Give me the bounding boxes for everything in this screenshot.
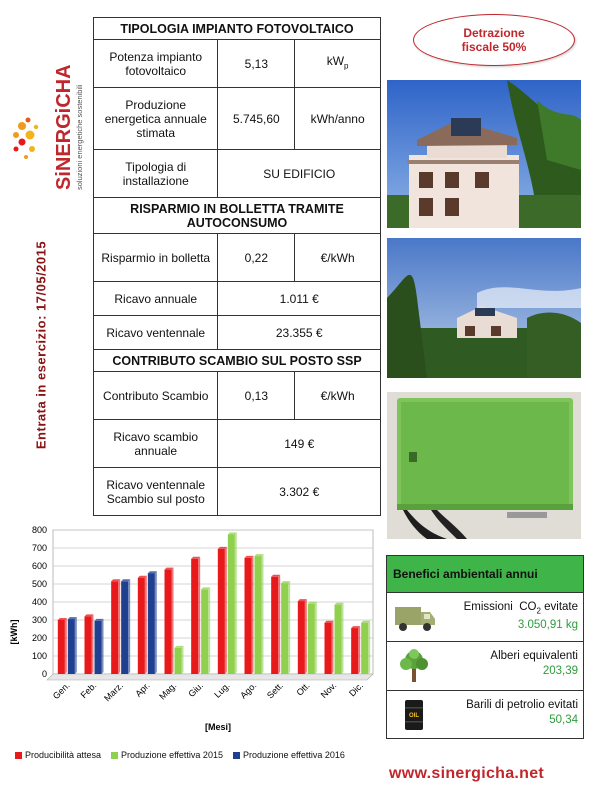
chart-bar xyxy=(298,601,305,674)
chart-bar-side xyxy=(145,576,147,674)
contributo-label: Contributo Scambio xyxy=(94,372,218,420)
entry-date-label: Entrata in esercizio: 17/05/2015 xyxy=(33,240,49,450)
chart-y-tick-label: 0 xyxy=(41,669,47,679)
potenza-value: 5,13 xyxy=(218,40,295,88)
scambio-header: CONTRIBUTO SCAMBIO SUL POSTO SSP xyxy=(94,350,381,372)
logo-tagline: soluzioni energetiche sostenibili xyxy=(75,84,84,190)
benefits-title: Benefici ambientali annui xyxy=(387,556,583,593)
chart-bar-side xyxy=(75,617,77,674)
chart-bar xyxy=(281,583,288,674)
ricavo-annuale-value: 1.011 € xyxy=(218,282,381,316)
sun-dots-icon xyxy=(13,118,38,160)
benefit-oil xyxy=(387,691,583,738)
tree-icon xyxy=(393,648,437,684)
bolletta-unit: €/kWh xyxy=(295,234,381,282)
produzione-unit: kWh/anno xyxy=(295,88,381,150)
chart-bar-side xyxy=(235,533,237,675)
chart-bar-side xyxy=(182,646,184,674)
chart-y-tick-label: 400 xyxy=(31,597,47,607)
logo-brand: SiNERGiCHA xyxy=(53,64,75,190)
produzione-label: Produzione energetica annuale stimata xyxy=(94,88,218,150)
bolletta-value: 0,22 xyxy=(218,234,295,282)
chart-bar-side xyxy=(342,603,344,674)
scambio-annuale-value: 149 € xyxy=(218,420,381,468)
bolletta-label: Risparmio in bolletta xyxy=(94,234,218,282)
chart-legend xyxy=(15,748,395,762)
chart-bar xyxy=(138,578,145,674)
tipologia-label: Tipologia di installazione xyxy=(94,150,218,198)
chart-bar xyxy=(95,621,102,674)
chart-y-tick-label: 100 xyxy=(31,651,47,661)
chart-bar xyxy=(175,648,182,674)
chart-bar xyxy=(335,605,342,674)
chart-y-tick-label: 600 xyxy=(31,561,47,571)
legend-item-2016: Produzione effettiva 2016 xyxy=(233,750,345,760)
chart-bar-side xyxy=(315,602,317,674)
contributo-value: 0,13 xyxy=(218,372,295,420)
plant-info-table xyxy=(93,17,381,516)
chart-y-tick-label: 300 xyxy=(31,615,47,625)
risparmio-header: RISPARMIO IN BOLLETTA TRAMITE AUTOCONSUMO xyxy=(94,198,381,234)
co2-label: Emissioni $CO_2$ evitate xyxy=(463,601,578,616)
chart-bar-side xyxy=(128,579,130,674)
trees-label: Alberi equivalenti xyxy=(490,650,578,662)
benefit-trees xyxy=(387,642,583,691)
scambio-ventennale-label: Ricavo ventennale Scambio sul posto xyxy=(94,468,218,516)
chart-bar xyxy=(361,623,368,674)
chart-bar xyxy=(58,620,65,674)
chart-bar-side xyxy=(65,618,67,674)
ricavo-ventennale-label: Ricavo ventennale xyxy=(94,316,218,350)
benefit-co2 xyxy=(387,593,583,642)
chart-bar-side xyxy=(155,571,157,674)
oil-label: Barili di petrolio evitati xyxy=(466,699,578,711)
chart-x-tick-label: Apr. xyxy=(133,680,152,699)
chart-bar-side xyxy=(118,579,120,674)
chart-x-tick-label: Ott. xyxy=(294,680,312,698)
badge-line1: Detrazione xyxy=(463,26,525,40)
chart-bar-side xyxy=(208,587,210,674)
chart-x-tick-label: Giu. xyxy=(186,680,206,700)
chart-bar xyxy=(245,558,252,674)
chart-bar-side xyxy=(102,619,104,674)
chart-bar xyxy=(165,570,172,674)
truck-icon xyxy=(393,599,437,635)
chart-bar xyxy=(255,556,262,674)
chart-bar-side xyxy=(278,575,280,674)
production-chart xyxy=(5,522,380,734)
chart-bar-side xyxy=(262,554,264,674)
chart-x-tick-label: Ago. xyxy=(238,680,259,701)
legend-item-attesa: Producibilità attesa xyxy=(15,750,101,760)
produzione-value: 5.745,60 xyxy=(218,88,295,150)
roof-photo xyxy=(387,238,581,378)
chart-bar-side xyxy=(92,614,94,674)
chart-bar xyxy=(228,535,235,675)
chart-x-tick-label: Dic. xyxy=(347,680,366,699)
legend-swatch-icon xyxy=(233,752,240,759)
tipologia-value: SU EDIFICIO xyxy=(218,150,381,198)
chart-x-tick-label: Marz. xyxy=(102,680,126,704)
chart-y-tick-label: 200 xyxy=(31,633,47,643)
potenza-unit: $kW_p$ xyxy=(295,40,381,88)
website-link[interactable]: www.sinergicha.net xyxy=(389,765,545,782)
chart-x-tick-label: Nov. xyxy=(318,680,339,701)
legend-item-2015: Produzione effettiva 2015 xyxy=(111,750,223,760)
chart-bar-side xyxy=(288,581,290,674)
chart-bar xyxy=(351,628,358,674)
scambio-annuale-label: Ricavo scambio annuale xyxy=(94,420,218,468)
chart-bar xyxy=(148,573,155,674)
chart-bar-side xyxy=(358,626,360,674)
chart-x-tick-label: Mag. xyxy=(157,680,179,702)
scambio-ventennale-value: 3.302 € xyxy=(218,468,381,516)
oil-barrel-icon xyxy=(393,697,437,733)
trees-value: 203,39 xyxy=(542,665,578,677)
legend-swatch-icon xyxy=(15,752,22,759)
inverter-photo xyxy=(387,392,581,539)
legend-swatch-icon xyxy=(111,752,118,759)
chart-bar xyxy=(271,577,278,674)
chart-x-tick-label: Gen. xyxy=(50,680,72,702)
chart-bar xyxy=(85,616,92,674)
chart-bar xyxy=(191,559,198,674)
chart-x-tick-label: Feb. xyxy=(78,680,99,701)
chart-bar xyxy=(68,619,75,674)
badge-line2: fiscale 50% xyxy=(461,40,527,54)
co2-value: 3.050,91 kg xyxy=(517,619,578,632)
contributo-unit: €/kWh xyxy=(295,372,381,420)
chart-bar xyxy=(308,604,315,674)
impianto-header: TIPOLOGIA IMPIANTO FOTOVOLTAICO xyxy=(94,18,381,40)
chart-bar-side xyxy=(225,547,227,674)
house-photo xyxy=(387,80,581,228)
svg-text:OIL: OIL xyxy=(409,713,419,719)
oil-value: 50,34 xyxy=(549,714,578,726)
potenza-label: Potenza impianto fotovoltaico xyxy=(94,40,218,88)
chart-bar-side xyxy=(368,621,370,674)
chart-bar xyxy=(218,549,225,674)
chart-x-axis-label: [Mesi] xyxy=(204,722,232,732)
environmental-benefits-panel xyxy=(386,555,584,739)
chart-y-tick-label: 500 xyxy=(31,579,47,589)
chart-x-tick-label: Lug. xyxy=(212,680,232,700)
chart-bar xyxy=(121,581,128,674)
chart-bar-side xyxy=(172,568,174,674)
chart-bar-side xyxy=(252,556,254,674)
chart-floor xyxy=(47,674,373,680)
ricavo-ventennale-value: 23.355 € xyxy=(218,316,381,350)
chart-y-tick-label: 800 xyxy=(31,525,47,535)
chart-bar xyxy=(201,589,208,674)
chart-bar-side xyxy=(198,557,200,674)
chart-bar xyxy=(111,581,118,674)
chart-x-tick-label: Sett. xyxy=(264,680,286,701)
chart-y-tick-label: 700 xyxy=(31,543,47,553)
chart-bar-side xyxy=(305,599,307,674)
tax-deduction-badge xyxy=(413,14,575,66)
chart-y-axis-label: [kWh] xyxy=(9,619,19,645)
chart-bar xyxy=(325,623,332,674)
chart-bar-side xyxy=(332,621,334,674)
sinergicha-logo xyxy=(8,8,86,198)
ricavo-annuale-label: Ricavo annuale xyxy=(94,282,218,316)
